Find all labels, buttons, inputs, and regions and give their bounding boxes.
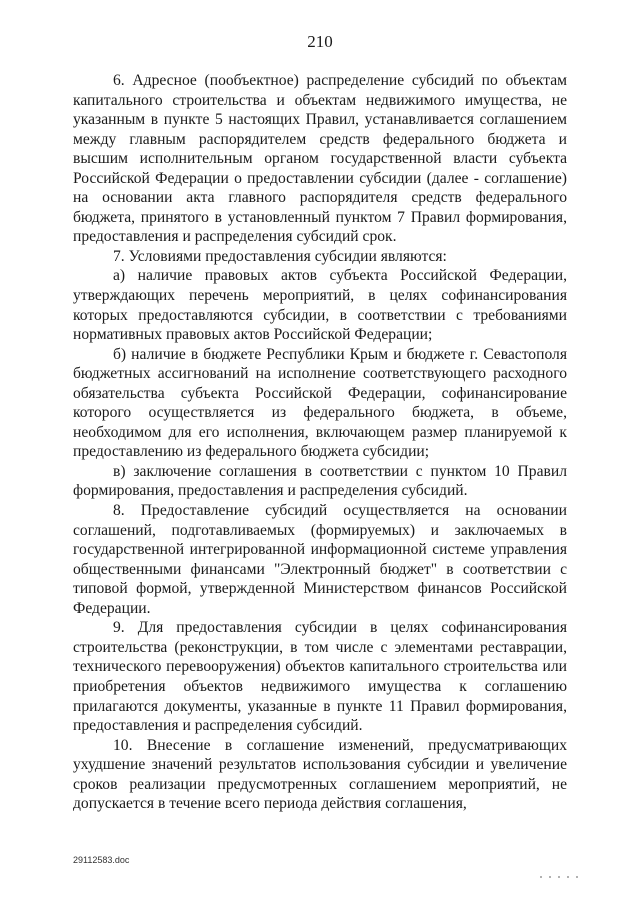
paragraph-7v: в) заключение соглашения в соответствии с пунктом 10 Правил формирования, предоставления и распределения субсидий. [73, 462, 567, 500]
scan-artifact-dots [540, 865, 600, 871]
paragraph-8: 8. Предоставление субсидий осуществляется на основании соглашений, подготавливаемых (формируемых) и заключаемых в государственной интегрированной информационной системе управления общественными финансами "Электронный бюджет" в соответствии с типовой формой, утвержденной Министерством финансов Российской Федерации. [73, 502, 567, 617]
paragraph-6: 6. Адресное (пообъектное) распределение субсидий по объектам капитального строительства и объектам недвижимого имущества, не указанным в пункте 5 настоящих Правил, устанавливается соглашением между главным распорядителем средств федерального бюджета и высшим исполнительным органом государственной власти субъекта Российской Федерации о предоставлении субсидии (далее - соглашение) на основании акта главного распорядителя средств федерального бюджета, принятого в установленный пунктом 7 Правил формирования, предоставления и распределения субсидий срок. [73, 72, 567, 246]
paragraph-7: 7. Условиями предоставления субсидии являются: [113, 247, 447, 265]
paragraph-9: 9. Для предоставления субсидии в целях софинансирования строительства (реконструкции, в том числе с элементами реставрации, технического перевооружения) объектов капитального строительства или приобретения объектов недвижимого имущества к соглашению прилагаются документы, указанные в пункте 11 Правил формирования, предоставления и распределения субсидий. [73, 619, 567, 735]
page-number: 210 [307, 32, 333, 51]
document-body [73, 71, 567, 814]
paragraph-7b: б) наличие в бюджете Республики Крым и бюджете г. Севастополя бюджетных ассигнований на исполнение соответствующего расходного обязательства субъекта Российской Федерации, софинансирование которого осуществляется из федерального бюджета, в объеме, необходимом для его исполнения, включающем размер планируемой к предоставлению из федерального бюджета субсидии; [73, 345, 567, 461]
paragraph-10: 10. Внесение в соглашение изменений, предусматривающих ухудшение значений результатов использования субсидии и увеличение сроков реализации предусмотренных соглашением мероприятий, не допускается в течение всего периода действия соглашения, [73, 736, 567, 813]
file-name-footer: 29112583.doc [73, 855, 130, 865]
paragraph-7a: а) наличие правовых актов субъекта Российской Федерации, утверждающих перечень мероприятий, в целях софинансирования которых предоставляются субсидии, в соответствии с требованиями нормативных правовых актов Российской Федерации; [73, 267, 567, 344]
